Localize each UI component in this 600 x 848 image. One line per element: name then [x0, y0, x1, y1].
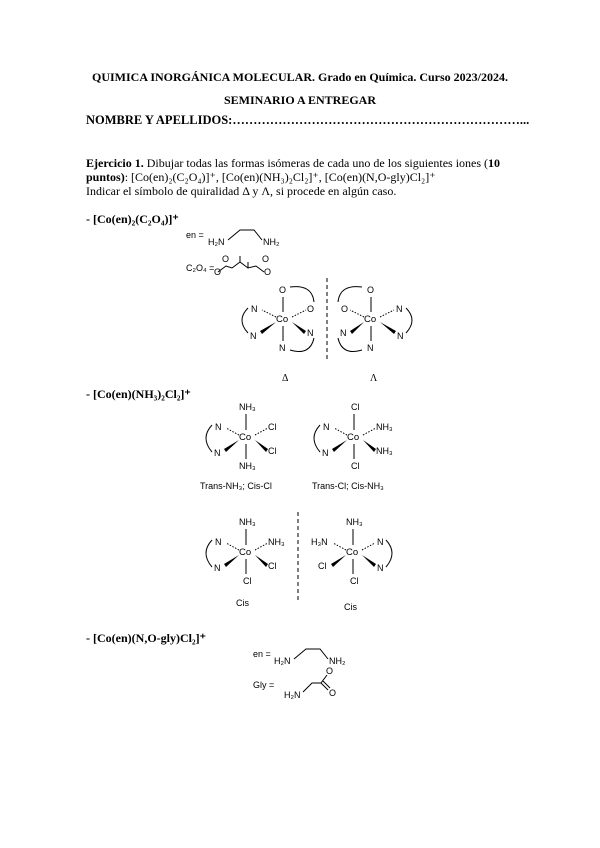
- c2o4-o1: O: [222, 254, 230, 264]
- gly-o-bottom: O: [329, 688, 337, 698]
- section2-heading: - [Co(en)(NH₃)₂Cl₂]⁺: [86, 387, 191, 401]
- cl-top: Cl: [351, 402, 360, 412]
- o-top: O: [279, 285, 287, 295]
- co-atom: Co: [346, 547, 359, 558]
- exercise-label: Ejercicio 1.: [86, 156, 144, 170]
- page-title: QUIMICA INORGÁNICA MOLECULAR. Grado en Química. Curso 2023/2024.: [91, 70, 508, 84]
- delta-symbol: Δ: [282, 373, 289, 384]
- nh3-bottom: NH₃: [376, 446, 393, 456]
- exercise-ions: : [Co(en)₂(C₂O₄)]⁺, [Co(en)(NH₃)₂Cl₂]⁺, [Co(en)(N,O-gly)Cl₂]⁺: [124, 170, 436, 184]
- c2o4-label: C₂O₄ =: [186, 263, 215, 273]
- nh3-top: NH₃: [346, 517, 363, 527]
- nh3-top: NH₃: [239, 402, 256, 412]
- isomer-delta: [242, 285, 314, 384]
- n-right-top: N: [396, 304, 403, 314]
- exercise-points-word: puntos): [86, 170, 125, 184]
- co-atom: Co: [276, 314, 289, 325]
- n-left: N: [340, 328, 347, 338]
- exercise-points: 10: [488, 156, 501, 170]
- n-bottom: N: [279, 343, 286, 353]
- cl-left: Cl: [318, 561, 327, 571]
- nh3-top: NH₃: [239, 517, 256, 527]
- cl-top: Cl: [268, 422, 277, 432]
- n-top: N: [215, 537, 222, 547]
- c2o4-o2: O: [262, 254, 270, 264]
- nh3-bottom: NH₃: [239, 461, 256, 471]
- cl-right: Cl: [268, 561, 277, 571]
- o-left: O: [341, 304, 349, 314]
- label-trans-nh3: Trans-NH₃; Cis-Cl: [200, 481, 272, 491]
- label-cis-right: Cis: [344, 602, 357, 612]
- en-h2n: H₂N: [208, 237, 225, 247]
- gly-o-top: O: [326, 666, 334, 676]
- c2o4-o4: O: [264, 267, 272, 277]
- n-top: N: [323, 422, 330, 432]
- gly-h2n: H₂N: [284, 690, 301, 700]
- nh3-top: NH₃: [376, 422, 393, 432]
- en2-nh2: NH₂: [329, 656, 346, 666]
- en-chain: [228, 230, 262, 240]
- exercise-text: Dibujar todas las formas isómeras de cada uno de los siguientes iones (: [143, 156, 489, 170]
- gly-chain: [303, 675, 327, 692]
- label-trans-cl: Trans-Cl; Cis-NH₃: [312, 481, 384, 491]
- n-right: N: [307, 328, 314, 338]
- en2-chain: [294, 649, 328, 659]
- n-left-bottom: N: [250, 331, 257, 341]
- n-bottom: N: [214, 448, 221, 458]
- o-top: O: [367, 285, 375, 295]
- isomer-cis-left: [206, 517, 285, 608]
- en-nh2: NH₂: [263, 237, 280, 247]
- n-bottom: N: [377, 563, 384, 573]
- isomer-trans-cl: [312, 402, 393, 491]
- section3-heading: - [Co(en)(N,O-gly)Cl₂]⁺: [86, 631, 206, 645]
- lambda-symbol: Λ: [370, 373, 378, 384]
- isomer-trans-nh3: [200, 402, 277, 491]
- n-right-bottom: N: [397, 331, 404, 341]
- n-top: N: [215, 422, 222, 432]
- page-subtitle: SEMINARIO A ENTREGAR: [223, 93, 377, 107]
- isomer-lambda: [338, 285, 412, 384]
- nh3-right: NH₃: [268, 537, 285, 547]
- n-bottom: N: [367, 343, 374, 353]
- co-atom: Co: [239, 432, 252, 443]
- cl-bottom: Cl: [268, 446, 277, 456]
- cl-bottom: Cl: [351, 461, 360, 471]
- en2-h2n: H₂N: [274, 656, 291, 666]
- en-label: en =: [186, 230, 204, 240]
- section1-heading: - [Co(en)₂(C₂O₄)]⁺: [86, 212, 179, 226]
- cl-bottom: Cl: [350, 576, 359, 586]
- n-bottom: N: [214, 563, 221, 573]
- gly-label: Gly =: [253, 680, 275, 690]
- isomer-cis-right: [311, 517, 392, 612]
- n-bottom: N: [322, 448, 329, 458]
- exercise-instruction: Indicar el símbolo de quiralidad Δ y Λ, si procede en algún caso.: [86, 184, 397, 198]
- c2o4-o3: O: [214, 267, 222, 277]
- en-label-2: en =: [253, 649, 271, 659]
- label-cis-left: Cis: [236, 598, 249, 608]
- cl-bottom: Cl: [243, 576, 252, 586]
- h3n-left: H₃N: [311, 537, 328, 547]
- name-line: NOMBRE Y APELLIDOS:……………………………………………………………...: [86, 113, 530, 127]
- co-atom: Co: [347, 432, 360, 443]
- o-right: O: [307, 304, 315, 314]
- co-atom: Co: [364, 314, 377, 325]
- co-atom: Co: [239, 547, 252, 558]
- n-left-top: N: [251, 304, 258, 314]
- n-top: N: [377, 537, 384, 547]
